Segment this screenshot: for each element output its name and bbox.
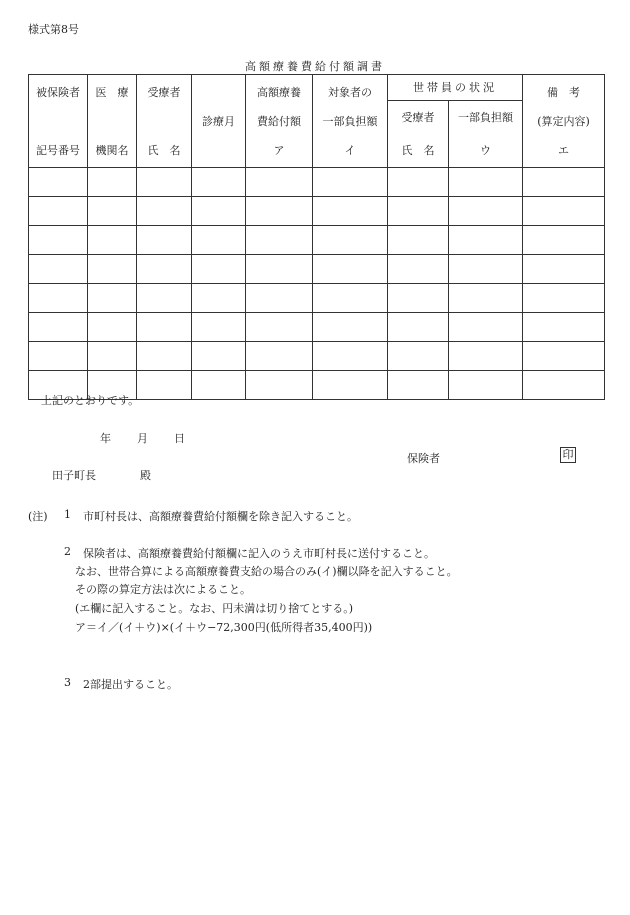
table-cell[interactable] [246,342,313,371]
header-treatment-month: 診療月 [192,75,246,168]
header-household-copay: 一部負担額 ウ [449,101,523,168]
note-2-formula: ア＝イ／(イ＋ウ)×(イ＋ウ−72,300円(低所得者35,400円)) [75,621,373,634]
day-label: 日 [174,432,185,445]
table-cell[interactable] [88,284,137,313]
table-cell[interactable] [313,168,388,197]
header-patient-name: 受療者 氏 名 [137,75,192,168]
table-cell[interactable] [523,197,605,226]
table-cell[interactable] [192,284,246,313]
notes-prefix: (注) [28,510,48,523]
table-cell[interactable] [137,226,192,255]
table-cell[interactable] [88,168,137,197]
note-3: 2部提出すること。 [83,678,178,691]
header-benefit-amount: 高額療養 費給付額 ア [246,75,313,168]
addressee-name: 田子町長 [52,469,96,482]
table-row [29,342,605,371]
header-insured-number: 被保険者 記号番号 [29,75,88,168]
table-cell[interactable] [88,313,137,342]
table-cell[interactable] [449,342,523,371]
table-cell[interactable] [449,168,523,197]
table-cell[interactable] [246,168,313,197]
note-3-number: 3 [64,676,71,689]
table-cell[interactable] [449,371,523,400]
table-row [29,313,605,342]
table-row [29,226,605,255]
table-cell[interactable] [88,342,137,371]
table-cell[interactable] [246,371,313,400]
table-cell[interactable] [523,313,605,342]
table-cell[interactable] [192,342,246,371]
header-household-patient: 受療者 氏 名 [388,101,449,168]
table-cell[interactable] [29,168,88,197]
addressee [52,467,151,483]
table-cell[interactable] [388,284,449,313]
note-1-number: 1 [64,508,71,521]
table-cell[interactable] [192,371,246,400]
table-cell[interactable] [192,197,246,226]
note-2-line-3: その際の算定方法は次によること。 [75,583,251,596]
table-cell[interactable] [449,226,523,255]
table-cell[interactable] [449,284,523,313]
table-cell[interactable] [523,284,605,313]
table-cell[interactable] [313,313,388,342]
table-row [29,284,605,313]
table-cell[interactable] [137,371,192,400]
table-cell[interactable] [246,226,313,255]
table-cell[interactable] [313,226,388,255]
table-cell[interactable] [449,313,523,342]
form-number: 様式第8号 [28,23,79,36]
date-line [100,430,185,446]
addressee-honorific: 殿 [140,469,151,482]
table-cell[interactable] [29,313,88,342]
table-cell[interactable] [88,255,137,284]
note-2-line-2: なお、世帯合算による高額療養費支給の場合のみ(イ)欄以降を記入すること。 [75,565,458,578]
table-cell[interactable] [246,197,313,226]
table-cell[interactable] [523,255,605,284]
year-label: 年 [100,432,111,445]
table-cell[interactable] [88,197,137,226]
table-row [29,197,605,226]
table-cell[interactable] [449,197,523,226]
table-cell[interactable] [29,226,88,255]
table-cell[interactable] [313,284,388,313]
header-medical-institution: 医 療 機関名 [88,75,137,168]
table-cell[interactable] [137,313,192,342]
insurer-label: 保険者 [407,452,440,465]
note-2-line-1: 保険者は、高額療養費給付額欄に記入のうえ市町村長に送付すること。 [83,547,435,560]
table-cell[interactable] [388,342,449,371]
table-cell[interactable] [29,284,88,313]
seal-mark: 印 [560,447,576,463]
table-cell[interactable] [246,313,313,342]
table-body [29,168,605,400]
table-cell[interactable] [88,226,137,255]
table-cell[interactable] [313,197,388,226]
table-cell[interactable] [246,284,313,313]
table-cell[interactable] [388,255,449,284]
table-cell[interactable] [137,168,192,197]
table-row [29,168,605,197]
note-1: 市町村長は、高額療養費給付額欄を除き記入すること。 [83,510,358,523]
table-cell[interactable] [137,342,192,371]
table-cell[interactable] [388,313,449,342]
table-cell[interactable] [313,371,388,400]
table-cell[interactable] [523,168,605,197]
table-cell[interactable] [523,342,605,371]
closing-statement: 上記のとおりです。 [41,394,140,407]
header-household-status: 世帯員の状況 [388,75,523,101]
table-cell[interactable] [449,255,523,284]
table-cell[interactable] [29,342,88,371]
table-row [29,255,605,284]
table-cell[interactable] [192,255,246,284]
table-cell[interactable] [313,255,388,284]
table-cell[interactable] [29,255,88,284]
table-cell[interactable] [29,197,88,226]
table-cell[interactable] [523,226,605,255]
table-cell[interactable] [313,342,388,371]
note-2-number: 2 [64,545,71,558]
month-label: 月 [137,432,148,445]
table-cell[interactable] [523,371,605,400]
table-cell[interactable] [137,197,192,226]
table-cell[interactable] [388,197,449,226]
header-remarks: 備 考 (算定内容) エ [523,75,605,168]
table-cell[interactable] [137,255,192,284]
table-cell[interactable] [192,168,246,197]
note-2-line-4: (エ欄に記入すること。なお、円未満は切り捨てとする。) [75,602,354,615]
table-cell[interactable] [246,255,313,284]
table-cell[interactable] [388,371,449,400]
table-cell[interactable] [388,226,449,255]
document-title: 高額療養費給付額調書 [245,60,385,73]
benefit-table [28,74,605,400]
header-target-copay: 対象者の 一部負担額 イ [313,75,388,168]
table-cell[interactable] [388,168,449,197]
table-cell[interactable] [192,313,246,342]
table-cell[interactable] [137,284,192,313]
table-cell[interactable] [192,226,246,255]
